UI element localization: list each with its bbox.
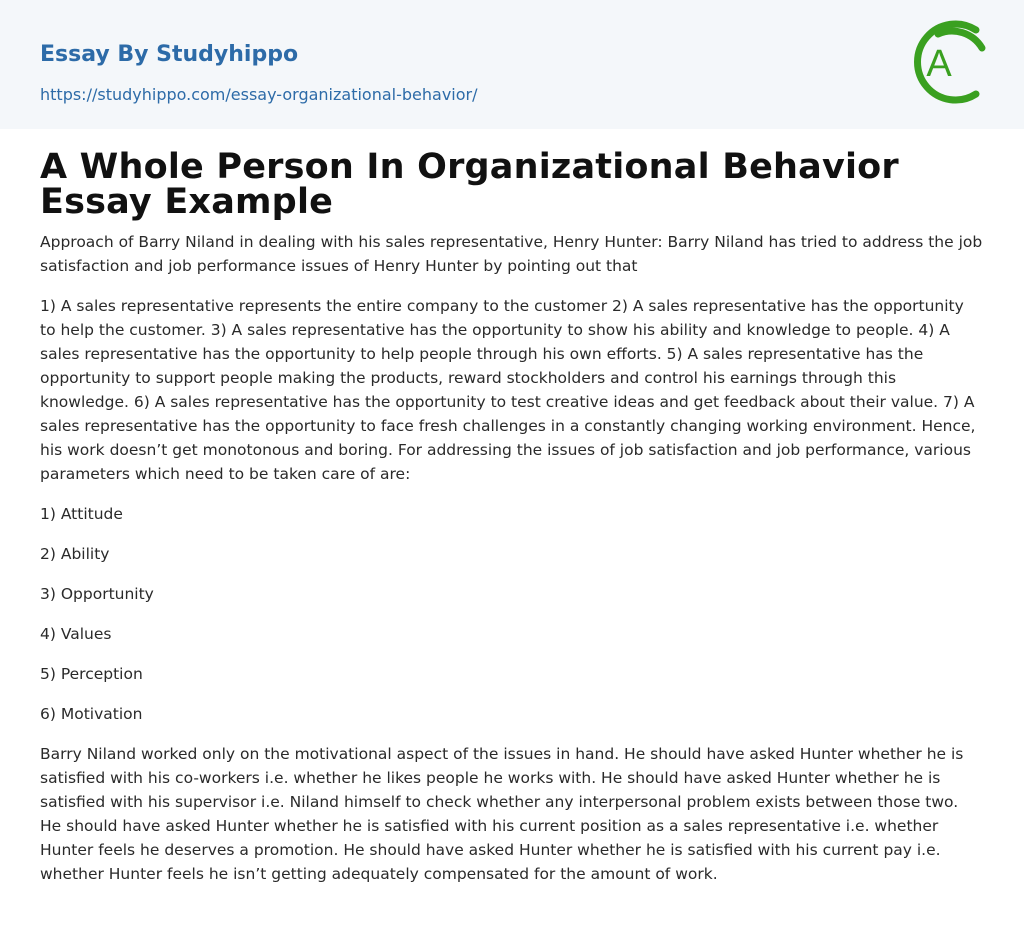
logo-letter: A — [926, 43, 952, 85]
article-paragraph: Barry Niland worked only on the motivational aspect of the issues in hand. He should have asked Hunter whether he is satisfied with his co-workers i.e. whether he likes people he works with. He should have asked Hunter whether he is satisfied with his supervisor i.e. Niland himself to check whether any interpersonal problem exists between those two. He should have asked Hunter whether he is satisfied with his current position as a sales representative i.e. whether Hunter feels he deserves a promotion. He should have asked Hunter whether he is satisfied with his current pay i.e. whether Hunter feels he isn’t getting adequately compensated for the amount of work. — [40, 745, 964, 883]
article-paragraph: 1) A sales representative represents the entire company to the customer 2) A sales representative has the opportunity to help the customer. 3) A sales representative has the opportunity to show his ability and knowledge to people. 4) A sales representative has the opportunity to help people through his own efforts. 5) A sales representative has the opportunity to support people making the products, reward stockholders and control his earnings through this knowledge. 6) A sales representative has the opportunity to test creative ideas and get feedback about their value. 7) A sales representative has the opportunity to face fresh challenges in a constantly changing working environment. Hence, his work doesn’t get monotonous and boring. For addressing the issues of job satisfaction and job performance, various parameters which need to be taken care of are: — [40, 297, 976, 483]
article-body — [40, 230, 984, 902]
article-paragraph: 1) Attitude — [40, 505, 123, 523]
article-paragraph: 3) Opportunity — [40, 585, 154, 603]
article-paragraph: 4) Values — [40, 625, 112, 643]
article-paragraph: 2) Ability — [40, 545, 110, 563]
article-paragraph: 5) Perception — [40, 665, 143, 683]
article-paragraph: Approach of Barry Niland in dealing with his sales representative, Henry Hunter: Barry Niland has tried to address the job satisfaction and job performance issues of Henry Hunter by pointing out that — [40, 233, 983, 275]
page-url-link[interactable]: https://studyhippo.com/essay-organizational-behavior/ — [40, 85, 478, 104]
article-paragraph: 6) Motivation — [40, 705, 143, 723]
article-title: A Whole Person In Organizational Behavior Essay Example — [40, 147, 899, 222]
site-brand[interactable]: Essay By Studyhippo — [40, 42, 299, 67]
